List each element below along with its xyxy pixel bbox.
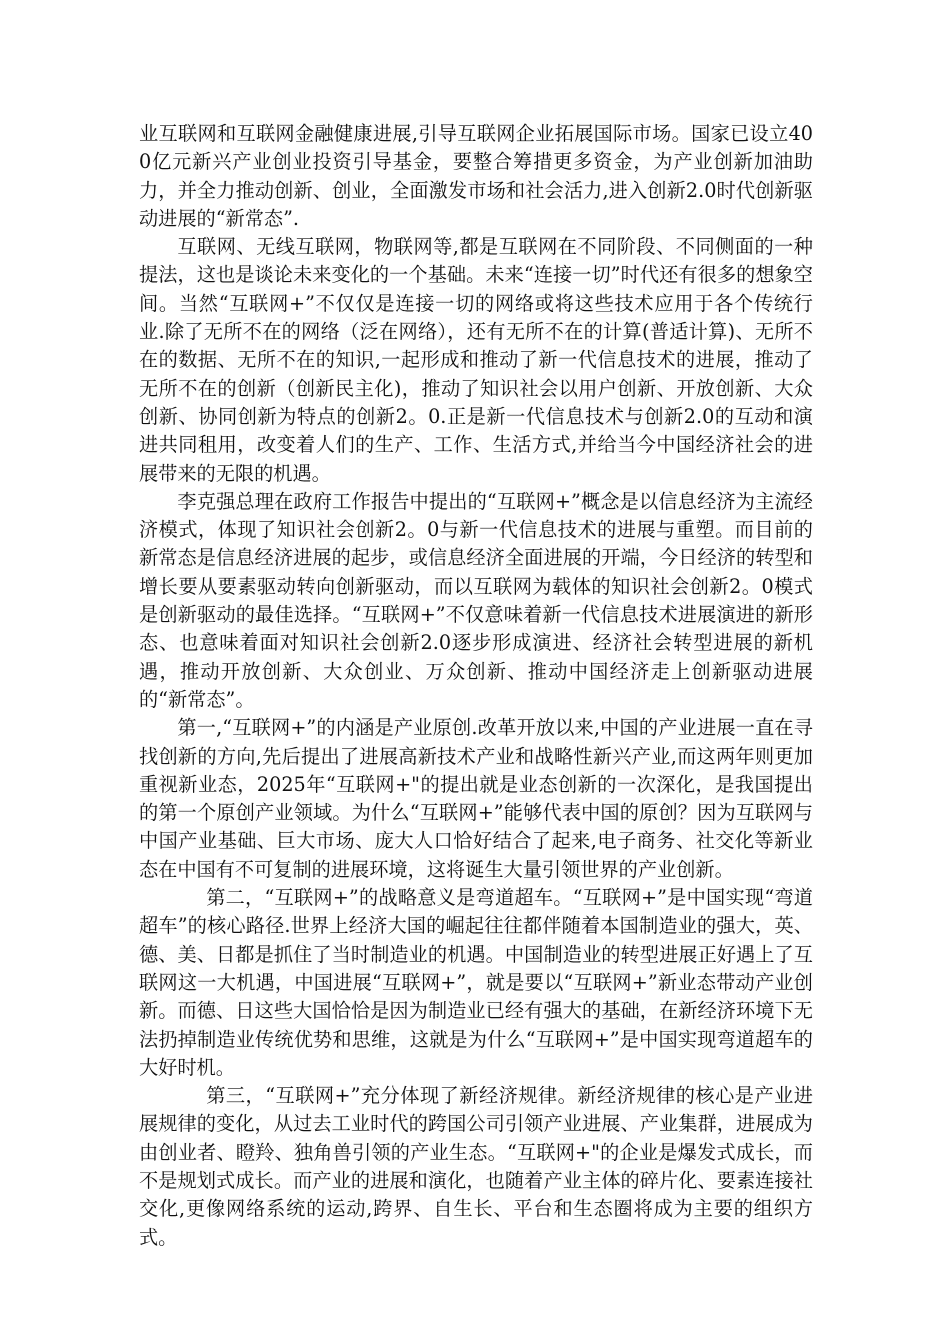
paragraph-government-report: 李克强总理在政府工作报告中提出的“互联网+”概念是以信息经济为主流经济模式，体现了知识社会创新2。0与新一代信息技术的进展与重塑。而目前的新常态是信息经济进展的起步，或信息经济全面进展的开端，今日经济的转型和增长要从要素驱动转向创新驱动，而以互联网为载体的知识社会创新2。0模式是创新驱动的最佳选择。“互联网+”不仅意味着新一代信息技术进展演进的新形态、也意味着面对知识社会创新2.0逐步形成演进、经济社会转型进展的新机遇，推动开放创新、大众创业、万众创新、推动中国经济走上创新驱动进展的“新常态”。 — [139, 489, 813, 711]
paragraph-third-point: 第三，“互联网+”充分体现了新经济规律。新经济规律的核心是产业进展规律的变化，从过去工业时代的跨国公司引领产业进展、产业集群，进展成为由创业者、瞪羚、独角兽引领的产业生态。“互联网+"的企业是爆发式成长，而不是规划式成长。而产业的进展和演化，也随着产业主体的碎片化、要素连接社交化,更像网络系统的运动,跨界、自生长、平台和生态圈将成为主要的组织方式。 — [139, 1084, 813, 1249]
paragraph-continuation: 业互联网和互联网金融健康进展,引导互联网企业拓展国际市场。国家已设立400亿元新兴产业创业投资引导基金，要整合筹措更多资金，为产业创新加油助力，并全力推动创新、创业，全面激发市场和社会活力,进入创新2.0时代创新驱动进展的“新常态”. — [139, 122, 813, 230]
paragraph-first-point: 第一,“互联网+”的内涵是产业原创.改革开放以来,中国的产业进展一直在寻找创新的方向,先后提出了进展高新技术产业和战略性新兴产业,而这两年则更加重视新业态，2025年“互联网+"的提出就是业态创新的一次深化，是我国提出的第一个原创产业领域。为什么“互联网+”能够代表中国的原创？因为互联网与中国产业基础、巨大市场、庞大人口恰好结合了起来,电子商务、社交化等新业态在中国有不可复制的进展环境，这将诞生大量引领世界的产业创新。 — [139, 716, 813, 881]
paragraph-internet-concepts: 互联网、无线互联网，物联网等,都是互联网在不同阶段、不同侧面的一种提法，这也是谈论未来变化的一个基础。未来“连接一切”时代还有很多的想象空间。当然“互联网+”不仅仅是连接一切的网络或将这些技术应用于各个传统行业.除了无所不在的网络（泛在网络），还有无所不在的计算(普适计算)、无所不在的数据、无所不在的知识,一起形成和推动了新一代信息技术的进展，推动了无所不在的创新（创新民主化)，推动了知识社会以用户创新、开放创新、大众创新、协同创新为特点的创新2。0.正是新一代信息技术与创新2.0的互动和演进共同租用，改变着人们的生产、工作、生活方式,并给当今中国经济社会的进展带来的无限的机遇。 — [139, 235, 813, 485]
document-body — [139, 120, 813, 1252]
paragraph-second-point: 第二，“互联网+”的战略意义是弯道超车。“互联网+”是中国实现“弯道超车”的核心路径.世界上经济大国的崛起往往都伴随着本国制造业的强大，英、德、美、日都是抓住了当时制造业的机遇。中国制造业的转型进展正好遇上了互联网这一大机遇，中国进展“互联网+”，就是要以“互联网+”新业态带动产业创新。而德、日这些大国恰恰是因为制造业已经有强大的基础，在新经济环境下无法扔掉制造业传统优势和思维，这就是为什么“互联网+”是中国实现弯道超车的大好时机。 — [139, 886, 813, 1079]
